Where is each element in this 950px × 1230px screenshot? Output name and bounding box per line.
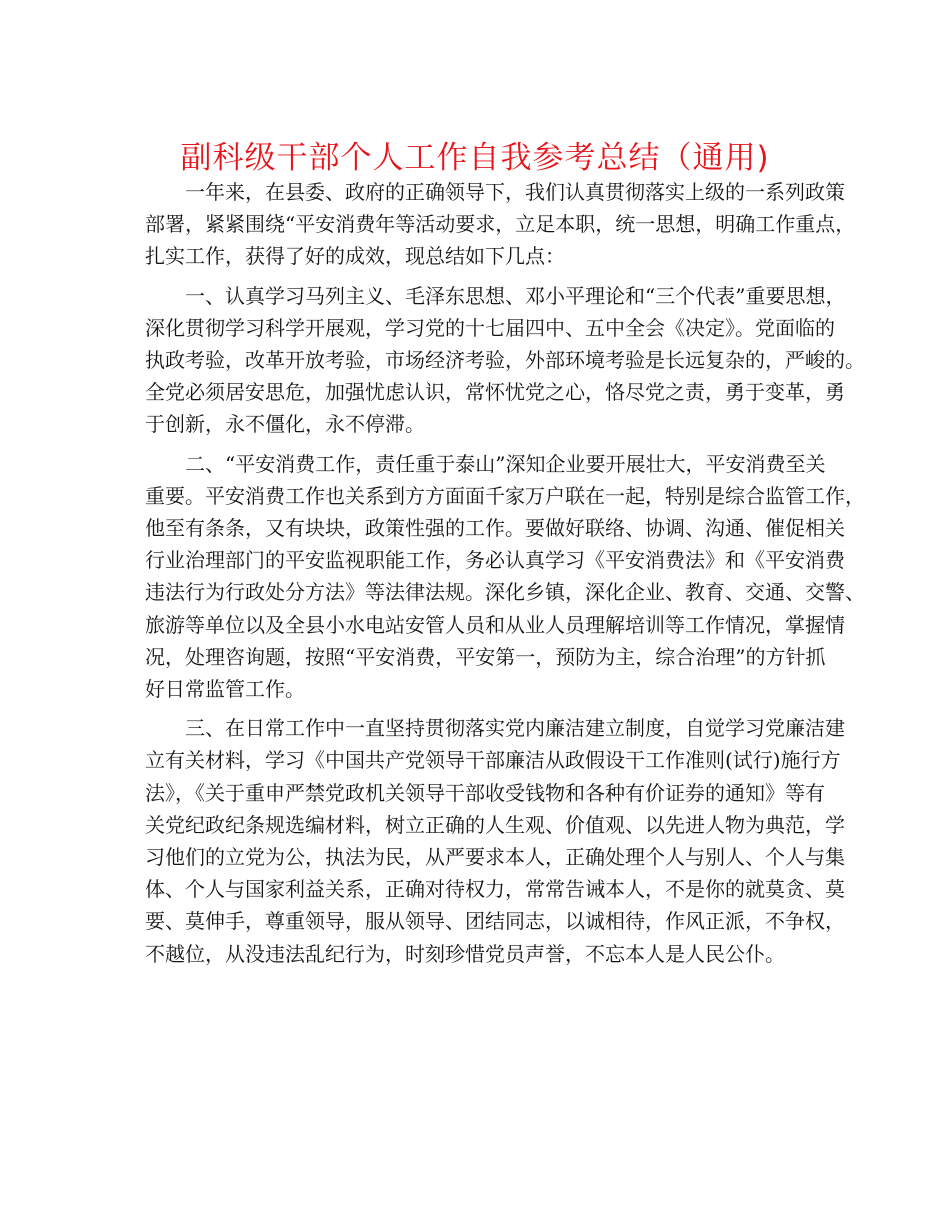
text-line: 法》，《关于重申严禁党政机关领导干部收受钱物和各种有价证券的通知》等有 <box>145 780 825 805</box>
document-body <box>145 176 865 977</box>
text-line: 三、在日常工作中一直坚持贯彻落实党内廉洁建立制度，自觉学习党廉洁建 <box>185 716 845 741</box>
text-line: 重要。平安消费工作也关系到方方面面千家万户联在一起，特别是综合监管工作， <box>145 483 865 508</box>
text-line: 行业治理部门的平安监视职能工作，务必认真学习《平安消费法》和《平安消费 <box>145 548 845 573</box>
text-line: 要、莫伸手，尊重领导，服从领导、团结同志，以诚相待，作风正派，不争权， <box>145 909 845 934</box>
text-line: 旅游等单位以及全县小水电站安管人员和从业人员理解培训等工作情况，掌握情 <box>145 612 845 637</box>
text-line: 好日常监管工作。 <box>145 677 305 702</box>
text-line: 一、认真学习马列主义、毛泽东思想、邓小平理论和“三个代表”重要思想， <box>185 283 846 308</box>
text-line: 关党纪政纪条规选编材料，树立正确的人生观、价值观、以先进人物为典范，学 <box>145 812 845 837</box>
paragraph-section-2 <box>145 448 865 706</box>
text-line: 二、“平安消费工作，责任重于泰山”深知企业要开展壮大，平安消费至关 <box>185 451 826 476</box>
text-line: 违法行为行政处分方法》等法律法规。深化乡镇，深化企业、教育、交通、交警、 <box>145 580 865 605</box>
text-line: 况，处理咨询题，按照“平安消费，平安第一，预防为主，综合治理”的方针抓 <box>145 644 826 669</box>
text-line: 全党必须居安思危，加强忧虑认识，常怀忧党之心，恪尽党之责，勇于变革，勇 <box>145 380 845 405</box>
document-title: 副科级干部个人工作自我参考总结（通用) <box>180 140 770 176</box>
text-line: 扎实工作，获得了好的成效，现总结如下几点： <box>145 244 565 269</box>
text-line: 习他们的立党为公，执法为民，从严要求本人，正确处理个人与别人、个人与集 <box>145 845 845 870</box>
text-line: 部署，紧紧围绕“平安消费年等活动要求，立足本职，统一思想，明确工作重点， <box>145 212 856 237</box>
paragraph-section-1 <box>145 280 865 441</box>
text-line: 执政考验，改革开放考验，市场经济考验，外部环境考验是长远复杂的，严峻的。 <box>145 348 865 373</box>
text-line: 深化贯彻学习科学开展观，学习党的十七届四中、五中全会《决定》。党面临的 <box>145 315 835 340</box>
text-line: 于创新，永不僵化，永不停滞。 <box>145 412 425 437</box>
paragraph-section-3 <box>145 712 845 970</box>
text-line: 他至有条条，又有块块，政策性强的工作。要做好联络、协调、沟通、催促相关 <box>145 516 845 541</box>
text-line: 体、个人与国家利益关系，正确对待权力，常常告诫本人，不是你的就莫贪、莫 <box>145 877 845 902</box>
text-line: 一年来，在县委、政府的正确领导下，我们认真贯彻落实上级的一系列政策 <box>185 180 845 204</box>
text-line: 不越位，从没违法乱纪行为，时刻珍惜党员声誉，不忘本人是人民公仆。 <box>145 941 785 966</box>
paragraph-intro <box>145 176 856 273</box>
text-line: 立有关材料，学习《中国共产党领导干部廉洁从政假设干工作准则(试行)施行方 <box>145 748 841 773</box>
